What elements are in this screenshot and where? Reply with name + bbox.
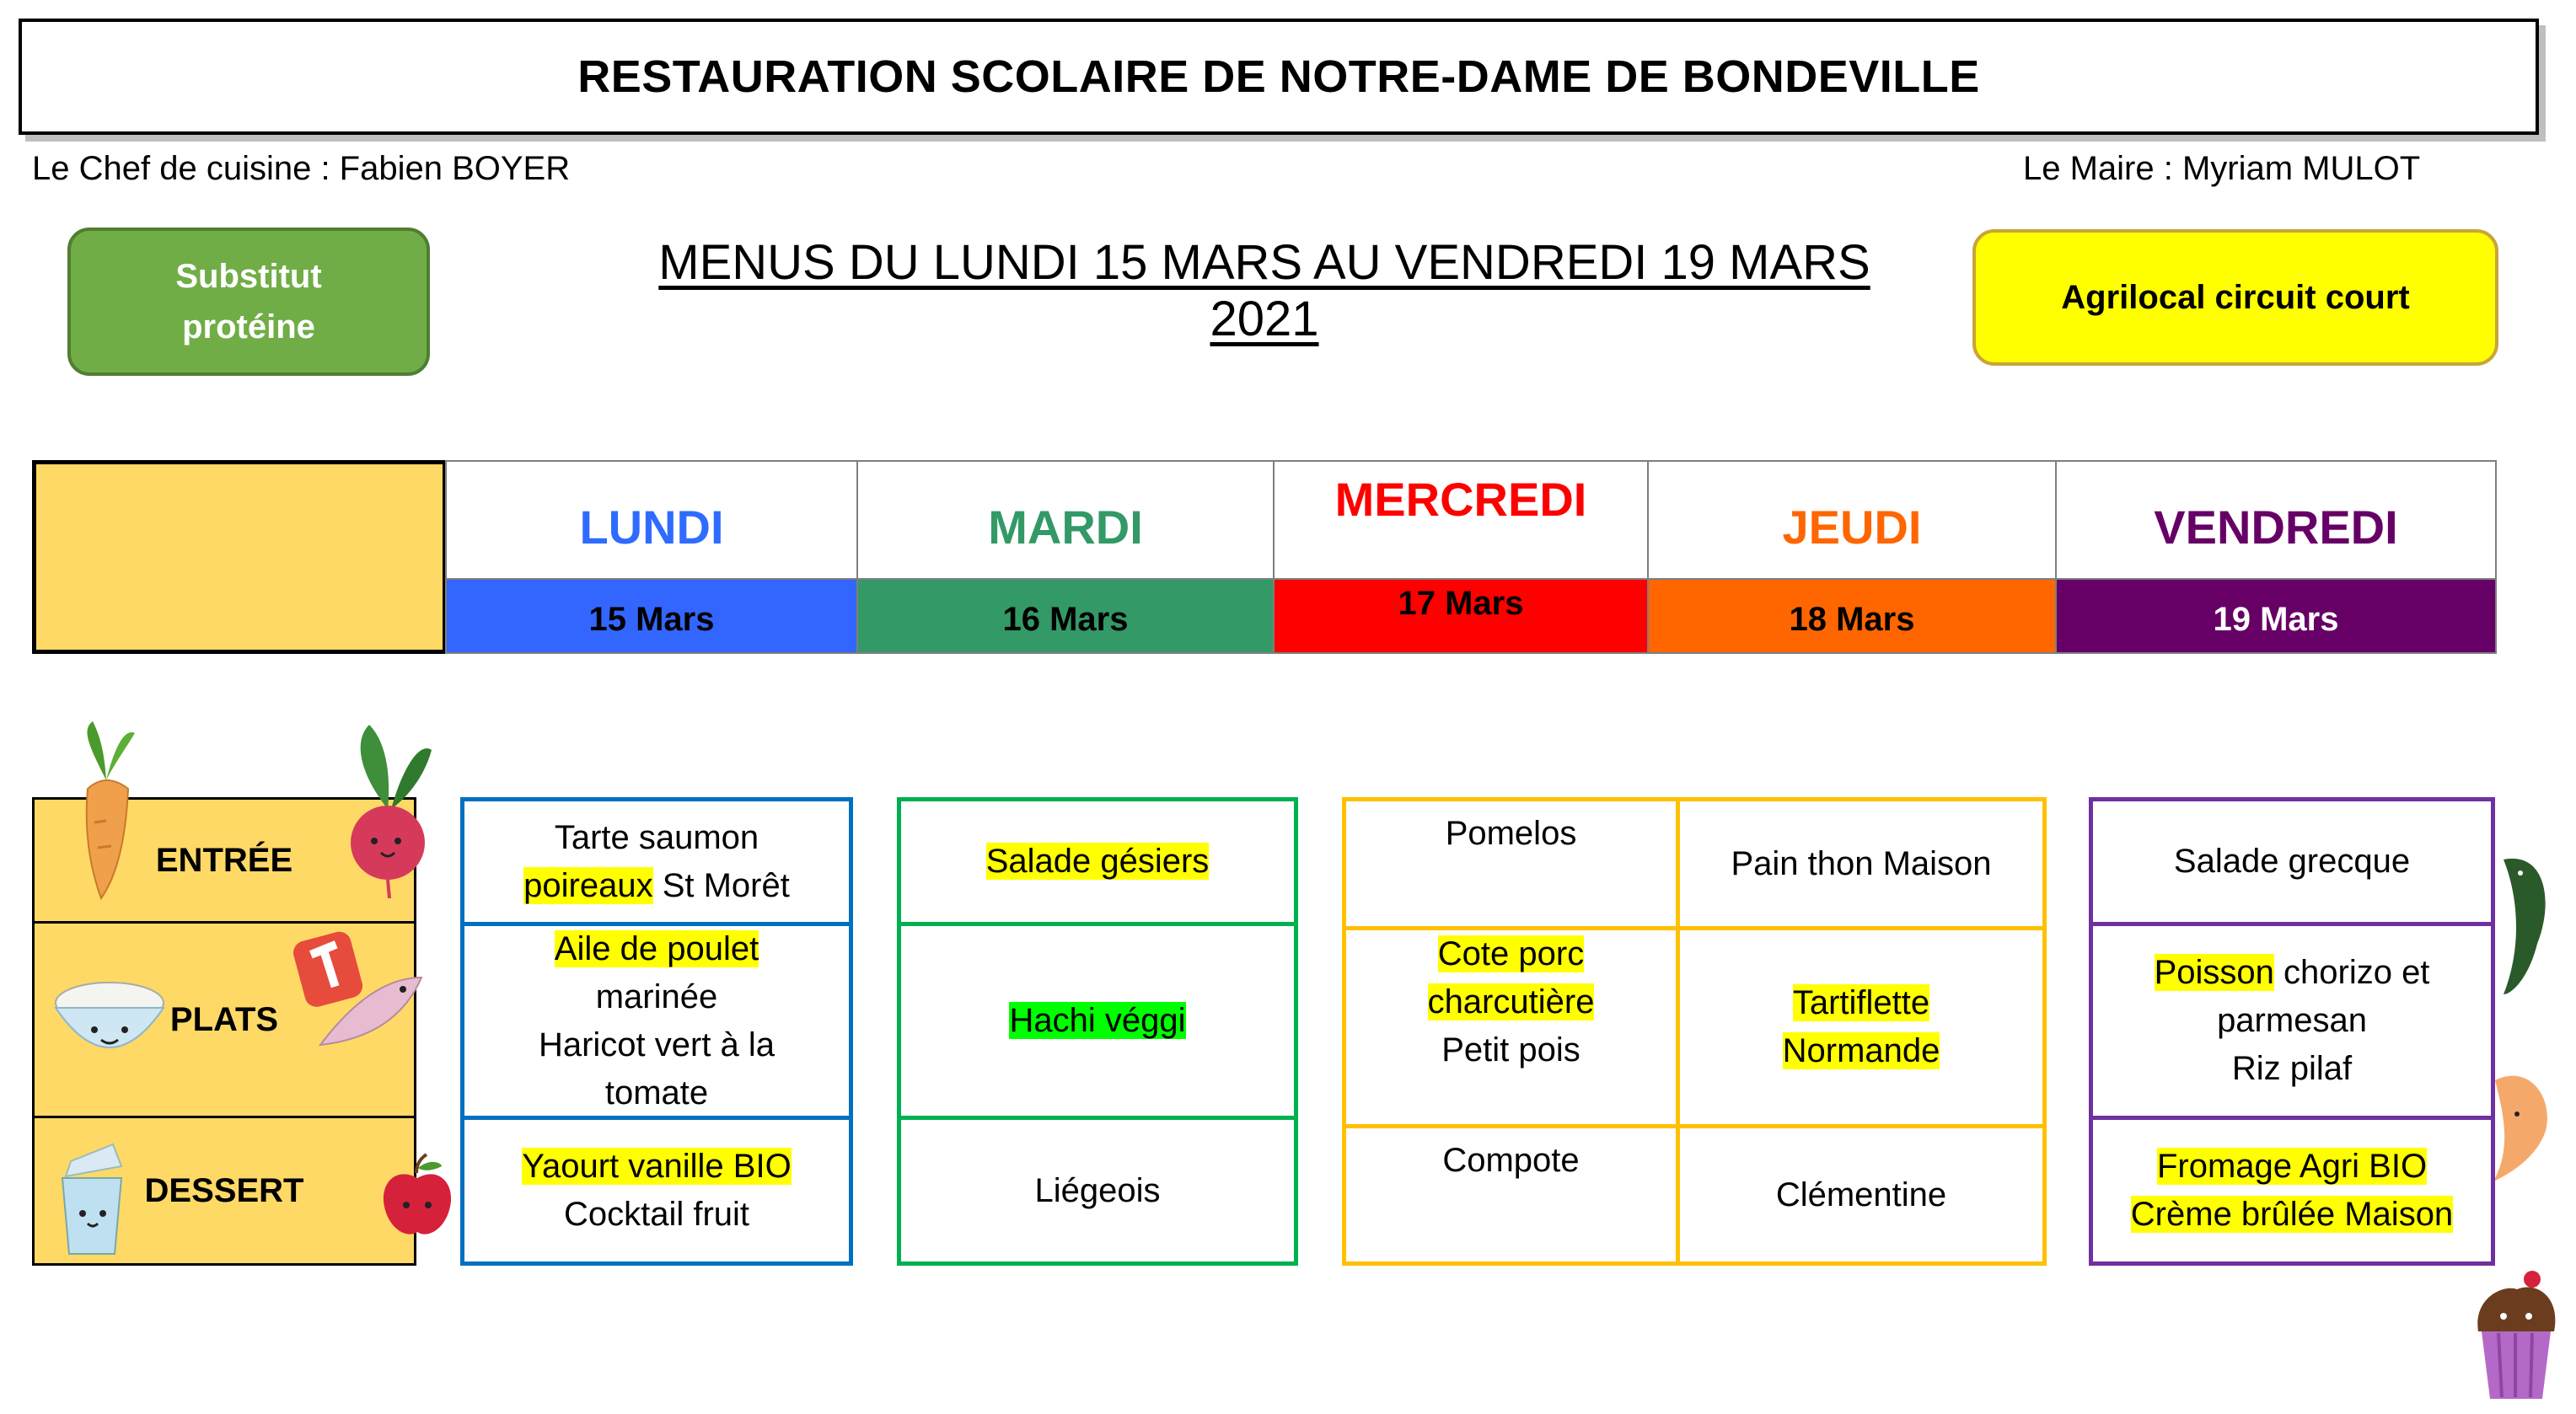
date-mercredi: 17 Mars: [1273, 578, 1649, 654]
peach-icon: [2487, 1063, 2554, 1190]
lundi-dessert-line2: Cocktail fruit: [563, 1196, 750, 1233]
mercredi-entree-text: Pomelos: [1445, 815, 1577, 852]
legend-substitut-line2: protéine: [182, 308, 315, 345]
vendredi-dessert: [2093, 1120, 2491, 1261]
mercredi-plat-line2: charcutière: [1427, 983, 1595, 1020]
menu-box-vendredi: [2089, 797, 2495, 1266]
meat-fish-icon: [295, 927, 430, 1062]
mercredi-plat: [1346, 930, 1680, 1124]
day-header-lundi: LUNDI: [445, 460, 858, 580]
mardi-plat: [901, 926, 1294, 1120]
vendredi-plat-line3: Riz pilaf: [2231, 1050, 2353, 1087]
cupcake-icon: [2470, 1264, 2563, 1407]
mercredi-entree: [1346, 801, 1680, 926]
carrot-icon: [72, 721, 140, 907]
mercredi-dessert-text: Compote: [1442, 1142, 1580, 1179]
mardi-dessert: [901, 1120, 1294, 1261]
vendredi-plat-line2: parmesan: [2217, 1002, 2367, 1039]
rice-bowl-icon: [51, 977, 169, 1062]
mercredi-dessert: [1346, 1128, 1680, 1261]
jeudi-plat-line1: Tartiflette: [1792, 984, 1930, 1021]
jeudi-plat: [1680, 930, 2042, 1124]
mardi-entree: [901, 801, 1294, 926]
day-header-jeudi: JEUDI: [1647, 460, 2057, 580]
mardi-entree-text: Salade gésiers: [985, 843, 1210, 880]
lundi-plat: [464, 926, 849, 1120]
lundi-plat-line3: Haricot vert à la: [538, 1026, 775, 1063]
menu-box-mercredi-jeudi: [1342, 797, 2047, 1266]
lundi-dessert: [464, 1120, 849, 1261]
legend-substitut-line1: Substitut: [175, 258, 322, 295]
lundi-dessert-line1: Yaourt vanille BIO: [522, 1148, 792, 1185]
vendredi-plat-suffix: chorizo et: [2273, 954, 2430, 991]
jeudi-dessert-text: Clémentine: [1775, 1176, 1947, 1213]
vendredi-entree-text: Salade grecque: [2173, 843, 2411, 880]
date-jeudi: 18 Mars: [1647, 578, 2057, 654]
legend-substitut-proteine: [67, 228, 430, 376]
date-vendredi: 19 Mars: [2055, 578, 2497, 654]
lundi-entree-line2: [523, 862, 790, 910]
vendredi-entree: [2093, 801, 2491, 926]
row-label-entree: ENTRÉE: [32, 797, 416, 924]
mayor-signature: Le Maire : Myriam MULOT: [2023, 150, 2421, 187]
mardi-plat-text: Hachi véggi: [1009, 1002, 1186, 1039]
menus-week-title: MENUS DU LUNDI 15 MARS AU VENDREDI 19 MARS 2021: [658, 235, 1870, 346]
page-title: RESTAURATION SCOLAIRE DE NOTRE-DAME DE BONDEVILLE: [19, 19, 2539, 135]
jeudi-entree-text: Pain thon Maison: [1731, 844, 1992, 882]
vendredi-dessert-line1: Fromage Agri BIO: [2156, 1148, 2428, 1185]
agrilocal-highlight: poireaux: [523, 866, 653, 904]
vendredi-dessert-line2: Crème brûlée Maison: [2130, 1196, 2454, 1233]
date-lundi: 15 Mars: [445, 578, 858, 654]
lundi-entree: [464, 801, 849, 926]
jeudi-entree: [1680, 801, 2042, 926]
apple-icon: [379, 1154, 455, 1239]
row-label-dessert: DESSERT: [32, 1116, 416, 1266]
menu-box-mardi: [897, 797, 1298, 1266]
mercredi-plat-line3: Petit pois: [1441, 1031, 1580, 1069]
jeudi-plat-line2: Normande: [1782, 1032, 1940, 1069]
date-mardi: 16 Mars: [856, 578, 1275, 654]
day-header-vendredi: VENDREDI: [2055, 460, 2497, 580]
yogurt-icon: [54, 1136, 130, 1262]
menu-box-lundi: [460, 797, 853, 1266]
vendredi-plat: [2093, 926, 2491, 1120]
mardi-dessert-text: Liégeois: [1034, 1171, 1161, 1209]
legend-agrilocal: Agrilocal circuit court: [1972, 229, 2498, 366]
header-corner-cell: [32, 460, 447, 654]
lundi-plat-line1: Aile de poulet: [554, 929, 759, 967]
salad-leaf-icon: [2495, 834, 2554, 1003]
jeudi-dessert: [1680, 1128, 2042, 1261]
row-label-plats: PLATS: [32, 921, 416, 1118]
lundi-plat-line2: marinée: [595, 977, 718, 1015]
chef-signature: Le Chef de cuisine : Fabien BOYER: [32, 150, 571, 187]
mercredi-plat-line1: Cote porc: [1437, 935, 1585, 972]
day-header-mardi: MARDI: [856, 460, 1275, 580]
lundi-plat-line4: tomate: [604, 1074, 709, 1111]
radish-icon: [344, 716, 437, 902]
vendredi-plat-highlight: Poisson: [2154, 954, 2274, 991]
lundi-entree-suffix: St Morêt: [652, 866, 790, 904]
day-header-mercredi: MERCREDI: [1273, 460, 1649, 580]
lundi-entree-line1: Tarte saumon: [554, 818, 759, 856]
